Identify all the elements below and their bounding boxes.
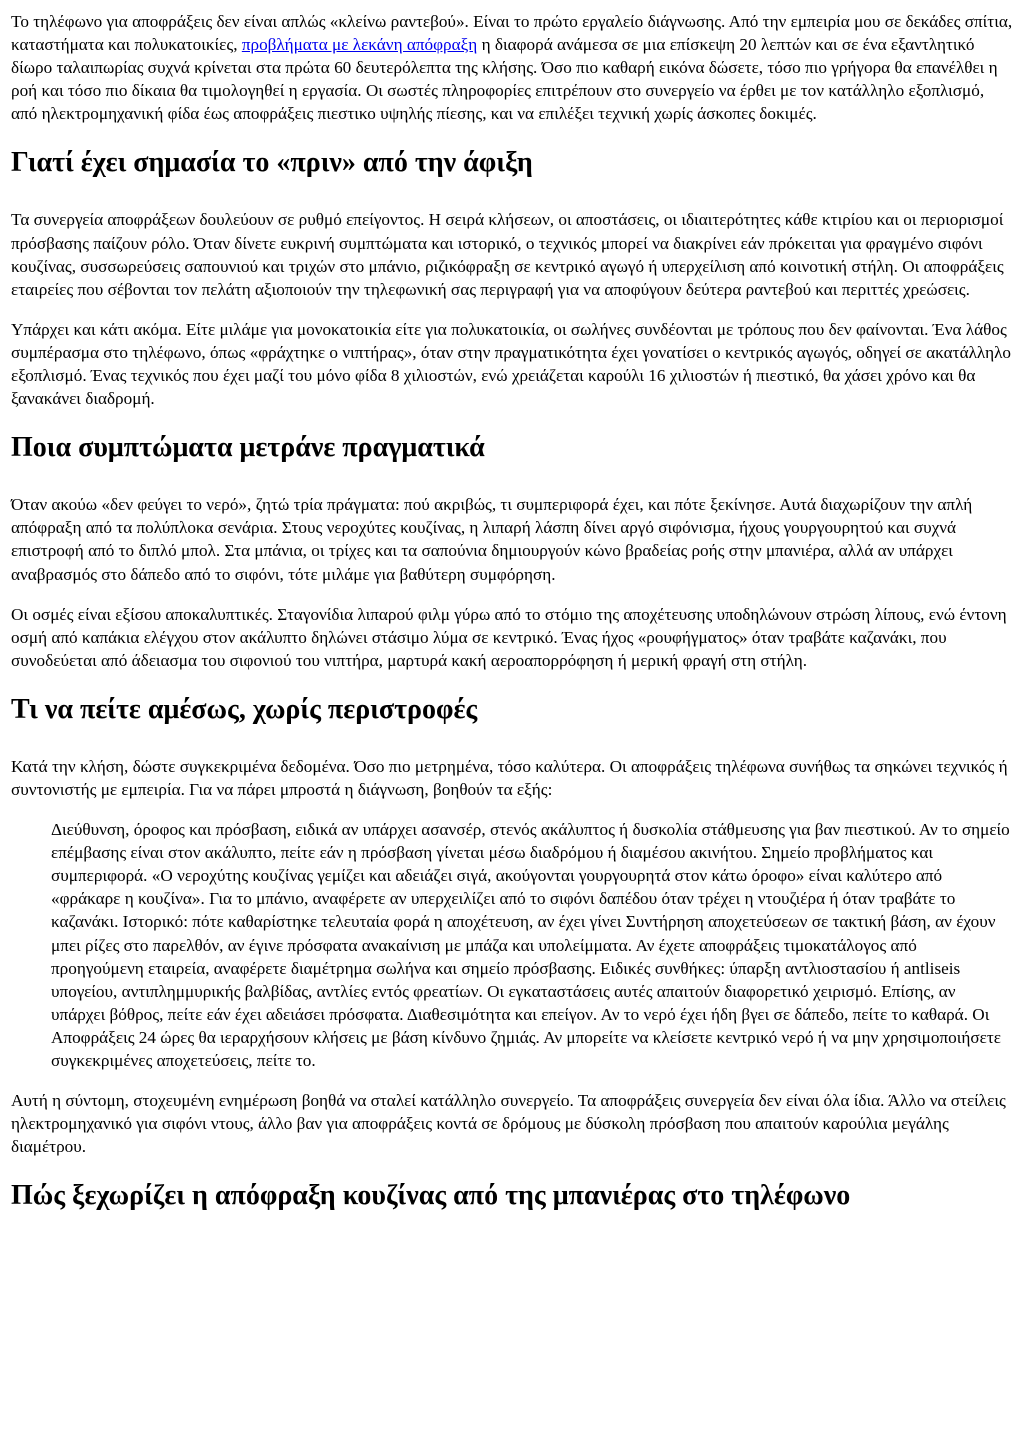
section2-paragraph-2: Οι οσμές είναι εξίσου αποκαλυπτικές. Σταγονίδια λιπαρού φιλμ γύρω από το στόμιο της αποχέτευσης υποδηλώνουν στρώση λίπους, ενώ έντονη οσμή από καπάκια ελέγχου στον ακάλυπτο δηλώνει στάσιμο λύμα σε κεντρικό. Ένας ήχος «ρουφήγματος» όταν τραβάτε καζανάκι, που συνοδεύεται από άδειασμα του σιφονιού του νιπτήρα, μαρτυρά κακή αεροαπορρόφηση ή μερική φραγή στη στήλη.	[11, 604, 1007, 670]
intro-text-before-link: Το τηλέφωνο για αποφράξεις δεν είναι απλώς «κλείνω ραντεβού». Είναι το πρώτο εργαλείο διάγνωσης. Από την εμπειρία μου σε δεκάδες σπίτια, καταστήματα και πολυκατοικίες,	[11, 12, 1013, 55]
section-heading-what-to-say: Τι να πείτε αμέσως, χωρίς περιστροφές	[11, 693, 478, 725]
section-heading-symptoms: Ποια συμπτώματα μετράνε πραγματικά	[11, 432, 485, 464]
section1-paragraph-2: Υπάρχει και κάτι ακόμα. Είτε μιλάμε για μονοκατοικία είτε για πολυκατοικία, οι σωλήνες συνδέονται με τρόπους που δεν φαίνονται. Ένα λάθος συμπέρασμα στο τηλέφωνο, όπως «φράχτηκε ο νιπτήρας», όταν στην πραγματικότητα έχει γονατίσει ο κεντρικός αγωγός, οδηγεί σε ακατάλληλο εξοπλισμό. Ένας τεχνικός που έχει μαζί του μόνο φίδα 8 χιλιοστών, ενώ χρειάζεται καρούλι 16 χιλιοστών ή πιεστικό, θα χάσει χρόνο και θα ξανακάνει διαδρομή.	[11, 319, 1012, 409]
checklist-text: Διεύθυνση, όροφος και πρόσβαση, ειδικά αν υπάρχει ασανσέρ, στενός ακάλυπτος ή δυσκολία στάθμευσης για βαν πιεστικού. Αν το σημείο επέμβασης είναι στον ακάλυπτο, πείτε εάν η πρόσβαση γίνεται μέσω διαδρόμου ή διαμέσου ακινήτου. Σημείο προβλήματος και συμπεριφορά. «Ο νεροχύτης κουζίνας γεμίζει και αδειάζει σιγά, ακούγονται γουργουρητά στον κάτω όροφο» είναι καλύτερο από «φράκαρε η κουζίνα». Για το μπάνιο, αναφέρετε αν υπερχειλίζει από το σιφόνι δαπέδου όταν τρέχει η ντουζιέρα ή όταν τραβάτε το καζανάκι. Ιστορικό: πότε καθαρίστηκε τελευταία φορά η αποχέτευση, αν έχει γίνει Συντήρηση αποχετεύσεων σε τακτική βάση, αν έχουν μπει ρίζες στο παρελθόν, αν έγινε πρόσφατα ανακαίνιση με μπάζα και υπολείμματα. Αν έχετε αποφράξεις τιμοκατάλογος από προηγούμενη εταιρεία, αναφέρετε διαμέτρημα σωλήνα και σημείο πρόσβασης. Ειδικές συνθήκες: ύπαρξη αντλιοστασίου ή antliseis υπογείου, αντιπλημμυρικής βαλβίδας, αντλίες εντός φρεατίων. Οι εγκαταστάσεις αυτές απαιτούν διαφορετικό χειρισμό. Επίσης, αν υπάρχει βόθρος, πείτε εάν έχει αδειάσει πρόσφατα. Διαθεσιμότητα και επείγον. Αν το νερό έχει ήδη βγει σε δάπεδο, πείτε το καθαρά. Οι Αποφράξεις 24 ώρες θα ιεραρχήσουν κλήσεις με βάση κίνδυνο ζημιάς. Αν μπορείτε να κλείσετε κεντρικό νερό ή να μην χρησιμοποιήσετε συγκεκριμένες αποχετεύσεις, πείτε το.	[51, 820, 1010, 1070]
section2-paragraph-1: Όταν ακούω «δεν φεύγει το νερό», ζητώ τρία πράγματα: πού ακριβώς, τι συμπεριφορά έχει, και πότε ξεκίνησε. Αυτά διαχωρίζουν την απλή απόφραξη από τα πολύπλοκα σενάρια. Στους νεροχύτες κουζίνας, η λιπαρή λάσπη δίνει αργό σιφόνισμα, ήχους γουργουρητού και συχνά επιστροφή από το διπλό μπολ. Στα μπάνια, οι τρίχες και τα σαπούνια δημιουργούν κώνο βραδείας ροής στην μπανιέρα, αλλά αν υπάρχει αναβρασμός στο δάπεδο από το σιφόνι, τότε μιλάμε για βαθύτερη συμφόρηση.	[11, 495, 973, 584]
intro-text-after-link: η διαφορά ανάμεσα σε μια επίσκεψη 20 λεπτών και σε ένα εξαντλητικό δίωρο ταλαιπωρίας συχνά κρίνεται στα πρώτα 60 δευτερόλεπτα της κλήσης. Όσο πιο καθαρή εικόνα δώσετε, τόσο πιο γρήγορα θα επανέλθει η ροή και τόσο πιο δίκαια θα τιμολογηθεί η εργασία. Οι σωστές πληροφορίες επιτρέπουν στο συνεργείο να έρθει με τον κατάλληλο εξοπλισμό, από ηλεκτρομηχανική φίδα έως αποφράξεις πιεστικο υψηλής πίεσης, και να επιλέξει τεχνική χωρίς άσκοπες δοκιμές.	[11, 35, 998, 124]
section3-paragraph-1: Κατά την κλήση, δώστε συγκεκριμένα δεδομένα. Όσο πιο μετρημένα, τόσο καλύτερα. Οι αποφράξεις τηλέφωνα συνήθως τα σηκώνει τεχνικός ή συντονιστής με εμπειρία. Για να πάρει μπροστά η διάγνωση, βοηθούν τα εξής:	[11, 756, 1008, 799]
section3-paragraph-2: Αυτή η σύντομη, στοχευμένη ενημέρωση βοηθά να σταλεί κατάλληλο συνεργείο. Τα αποφράξεις συνεργεία δεν είναι όλα ίδια. Άλλο να στείλεις ηλεκτρομηχανικό για σιφόνι ντους, άλλο βαν για αποφράξεις κοντά σε δρόμους με δύσκολη πρόσβαση που απαιτούν καρούλια μεγάλης διαμέτρου.	[11, 1091, 1006, 1157]
checklist-blockquote	[51, 818, 1013, 1072]
section-heading-before-arrival: Γιατί έχει σημασία το «πριν» από την άφιξη	[11, 147, 533, 179]
toilet-clog-link[interactable]: προβλήματα με λεκάνη απόφραξη	[241, 35, 478, 55]
section-heading-kitchen-vs-bathtub: Πώς ξεχωρίζει η απόφραξη κουζίνας από της μπανιέρας στο τηλέφωνο	[11, 1180, 851, 1212]
intro-paragraph	[11, 10, 1013, 125]
section1-paragraph-1: Τα συνεργεία αποφράξεων δουλεύουν σε ρυθμό επείγοντος. Η σειρά κλήσεων, οι αποστάσεις, οι ιδιαιτερότητες κάθε κτιρίου και οι περιορισμοί πρόσβασης παίζουν ρόλο. Όταν δίνετε ευκρινή συμπτώματα και ιστορικό, ο τεχνικός μπορεί να διακρίνει εάν πρόκειται για φραγμένο σιφόνι κουζίνας, συσσωρεύσεις σαπουνιού και τριχών στο μπάνιο, ριζικόφραξη σε κεντρικό αγωγό ή υπερχείλιση από κοινοτική στήλη. Οι αποφράξεις εταιρείες που σέβονται τον πελάτη αξιοποιούν την τηλεφωνική σας περιγραφή για να αποφύγουν δεύτερα ραντεβού και περιττές χρεώσεις.	[11, 210, 1004, 299]
